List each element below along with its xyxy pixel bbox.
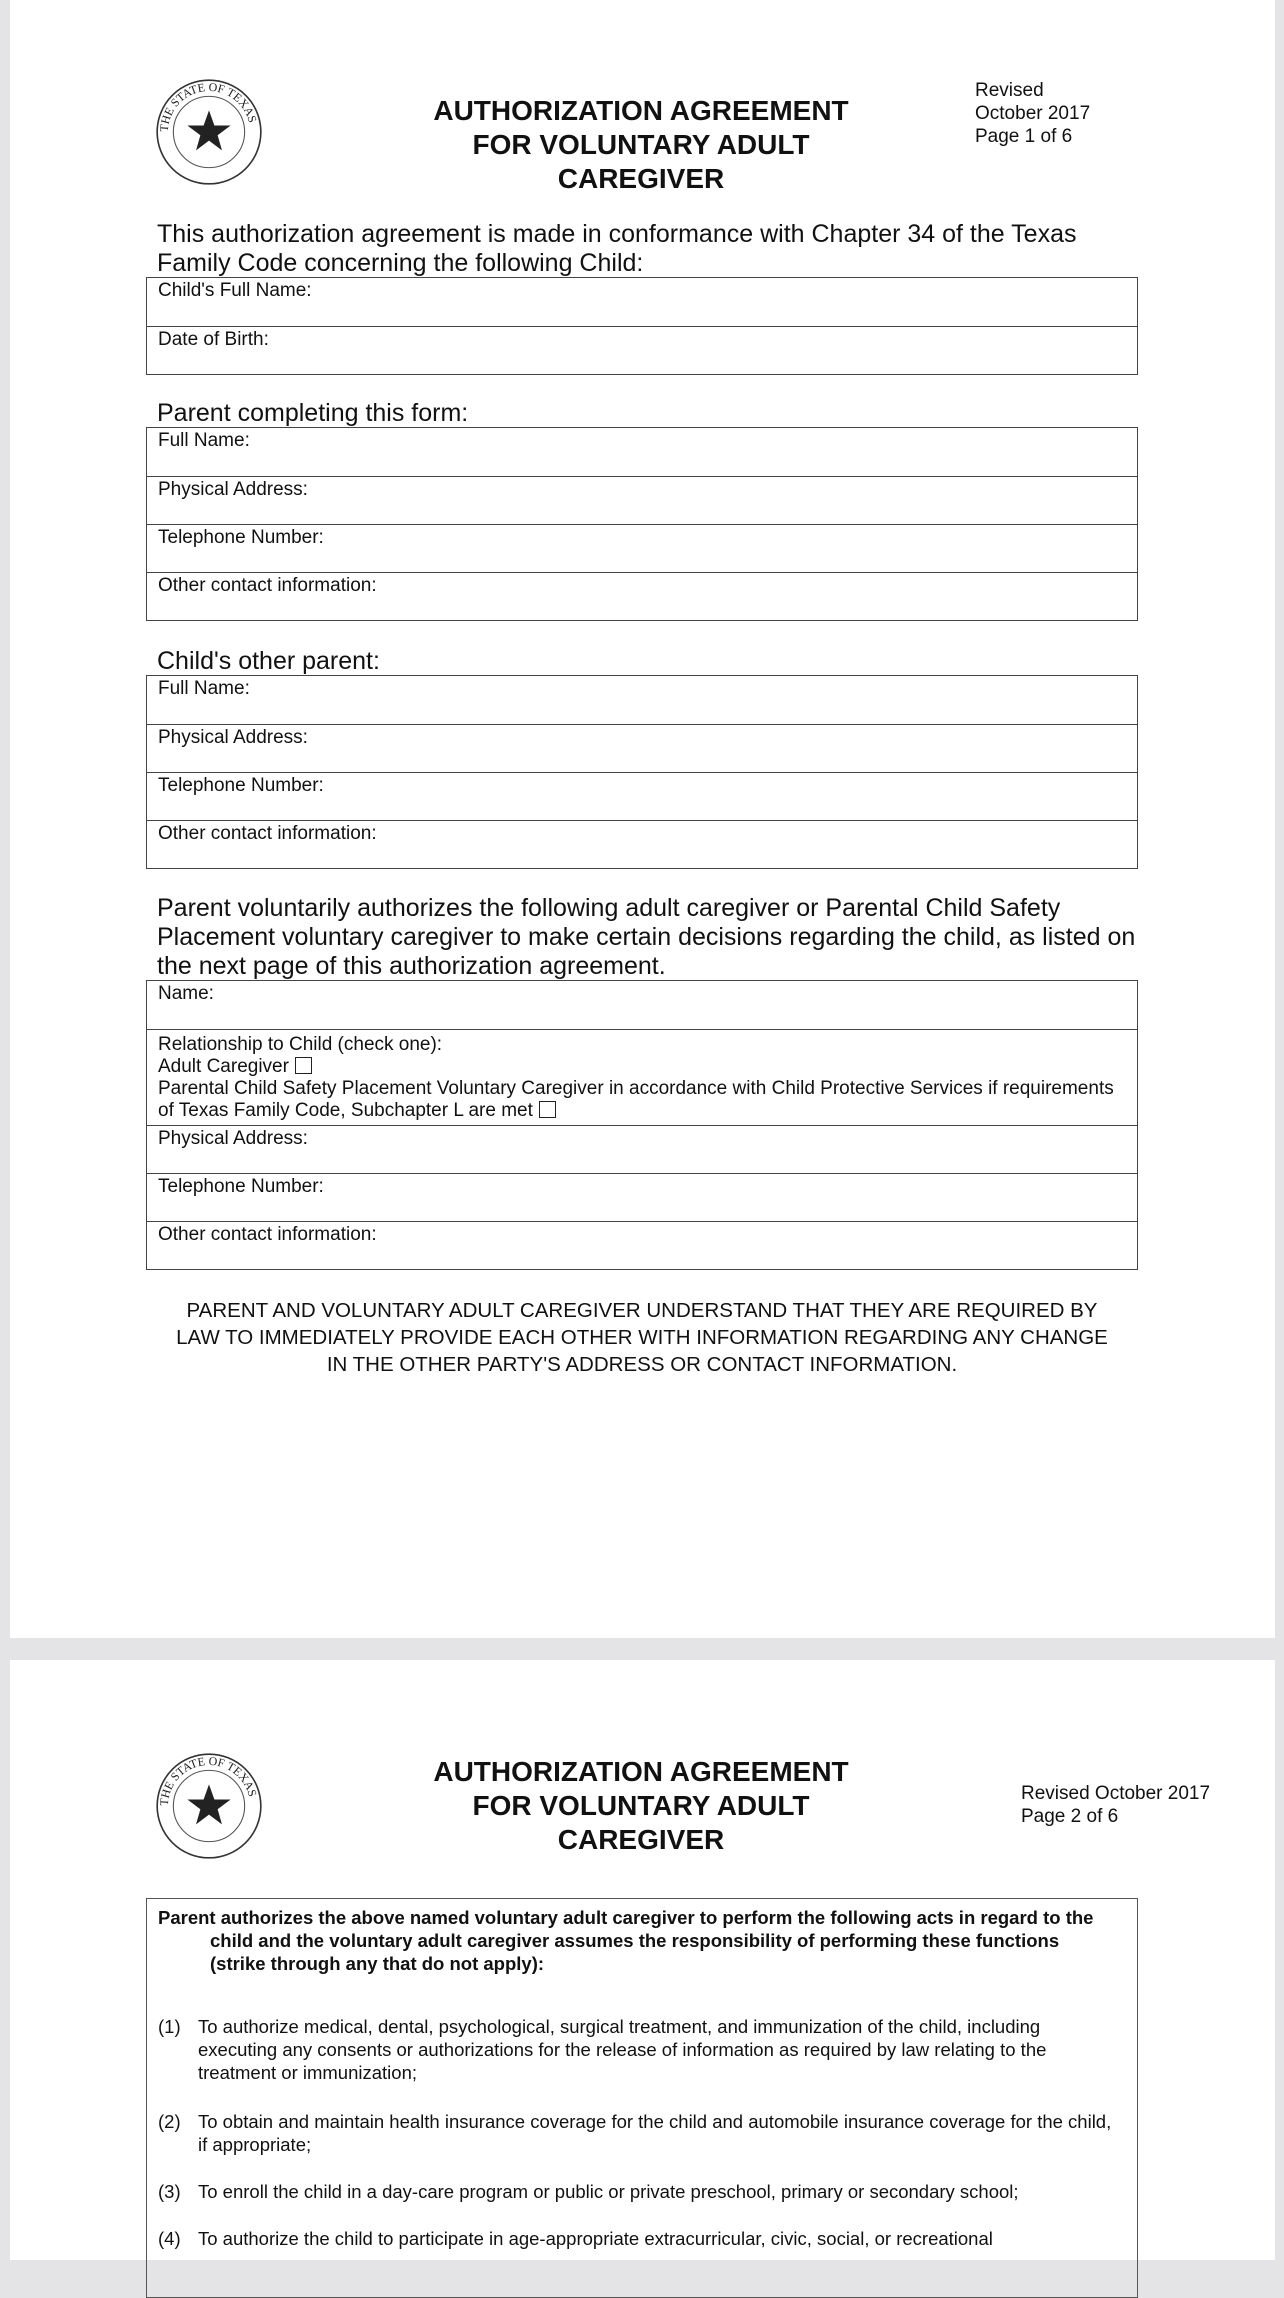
- parent-heading: Parent completing this form:: [157, 399, 469, 427]
- page-number: Page 1 of 6: [975, 126, 1073, 147]
- act-text: To obtain and maintain health insurance coverage for the child and automobile insurance coverage for the child, if appropriate;: [198, 2111, 1112, 2155]
- intro-text: This authorization agreement is made in conformance with Chapter 34 of the Texas Family Code concerning the following Child:: [157, 220, 1077, 277]
- caregiver-address-field[interactable]: Physical Address:: [147, 1125, 1137, 1173]
- svg-text:THE STATE OF TEXAS: THE STATE OF TEXAS: [156, 79, 260, 133]
- authorized-acts-lead: Parent authorizes the above named voluntary adult caregiver to perform the following acts in regard to the child and the voluntary adult caregiver assumes the responsibility of performing these functions (strike through any that do not apply):: [158, 1907, 1094, 1974]
- authorized-acts-box: [146, 1898, 1138, 2298]
- title-line: FOR VOLUNTARY ADULT: [472, 129, 810, 160]
- act-item: [158, 2227, 1123, 2250]
- parent-phone-field[interactable]: Telephone Number:: [147, 524, 1137, 572]
- caregiver-paragraph: Parent voluntarily authorizes the following adult caregiver or Parental Child Safety Placement voluntary caregiver to make certain decisions regarding the child, as listed on the next page of this authorization agreement.: [157, 894, 1136, 980]
- parent-other-contact-field[interactable]: Other contact information:: [147, 572, 1137, 620]
- caregiver-other-contact-field[interactable]: Other contact information:: [147, 1221, 1137, 1269]
- child-name-field[interactable]: Child's Full Name:: [158, 280, 312, 301]
- relationship-label: Relationship to Child (check one):: [158, 1034, 443, 1055]
- adult-caregiver-label: Adult Caregiver: [158, 1056, 289, 1077]
- title-line: AUTHORIZATION AGREEMENT: [433, 1756, 849, 1787]
- act-number: (1): [158, 2016, 181, 2037]
- revision-info: [975, 79, 1090, 148]
- other-parent-address-field[interactable]: Physical Address:: [147, 724, 1137, 772]
- act-number: (3): [158, 2181, 181, 2202]
- relationship-row: [147, 1029, 1137, 1125]
- pcsp-checkbox[interactable]: [539, 1101, 556, 1118]
- other-parent-phone-field[interactable]: Telephone Number:: [147, 772, 1137, 820]
- pcsp-label: Parental Child Safety Placement Voluntary Caregiver in accordance with Child Protective Services if requirements of Texas Family Code, Subchapter L are met: [158, 1078, 1114, 1121]
- title-line: AUTHORIZATION AGREEMENT: [433, 95, 849, 126]
- act-item: [158, 2015, 1123, 2084]
- child-table: [146, 277, 1138, 375]
- notice-text: PARENT AND VOLUNTARY ADULT CAREGIVER UNDERSTAND THAT THEY ARE REQUIRED BY LAW TO IMMEDIATELY PROVIDE EACH OTHER WITH INFORMATION REGARDING ANY CHANGE IN THE OTHER PARTY'S ADDRESS OR CONTACT INFORMATION.: [176, 1299, 1108, 1376]
- parent-address-field[interactable]: Physical Address:: [147, 476, 1137, 524]
- parent-table: [146, 427, 1138, 621]
- caregiver-phone-field[interactable]: Telephone Number:: [147, 1173, 1137, 1221]
- revised-label: Revised: [975, 80, 1044, 101]
- title-line: CAREGIVER: [557, 163, 725, 194]
- svg-text:THE STATE OF TEXAS: THE STATE OF TEXAS: [156, 1753, 260, 1807]
- act-text: To authorize the child to participate in age-appropriate extracurricular, civic, social, or recreational: [198, 2228, 993, 2249]
- caregiver-table: [146, 980, 1138, 1270]
- other-parent-table: [146, 675, 1138, 869]
- other-parent-heading: Child's other parent:: [157, 647, 380, 675]
- page-number: Page 2 of 6: [1021, 1806, 1119, 1827]
- other-parent-full-name-field[interactable]: Full Name:: [158, 678, 250, 699]
- revision-info: [1021, 1782, 1210, 1828]
- act-text: To authorize medical, dental, psychological, surgical treatment, and immunization of the child, including executing any consents or authorizations for the release of information as required by law relating to the treatment or immunization;: [198, 2016, 1047, 2083]
- revised-date: October 2017: [975, 103, 1091, 124]
- child-dob-field[interactable]: Date of Birth:: [147, 326, 1137, 374]
- act-number: (4): [158, 2228, 181, 2249]
- title-line: CAREGIVER: [557, 1824, 725, 1855]
- act-item: [158, 2180, 1123, 2203]
- title-line: FOR VOLUNTARY ADULT: [472, 1790, 810, 1821]
- act-text: To enroll the child in a day-care program or public or private preschool, primary or secondary school;: [198, 2181, 1019, 2202]
- revised-date: Revised October 2017: [1021, 1783, 1211, 1804]
- act-number: (2): [158, 2111, 181, 2132]
- parent-full-name-field[interactable]: Full Name:: [158, 430, 250, 451]
- adult-caregiver-checkbox[interactable]: [295, 1057, 312, 1074]
- other-parent-other-contact-field[interactable]: Other contact information:: [147, 820, 1137, 868]
- pcsp-option: [158, 1078, 1126, 1122]
- act-item: [158, 2110, 1123, 2156]
- caregiver-name-field[interactable]: Name:: [158, 983, 214, 1004]
- adult-caregiver-option: [158, 1056, 1126, 1078]
